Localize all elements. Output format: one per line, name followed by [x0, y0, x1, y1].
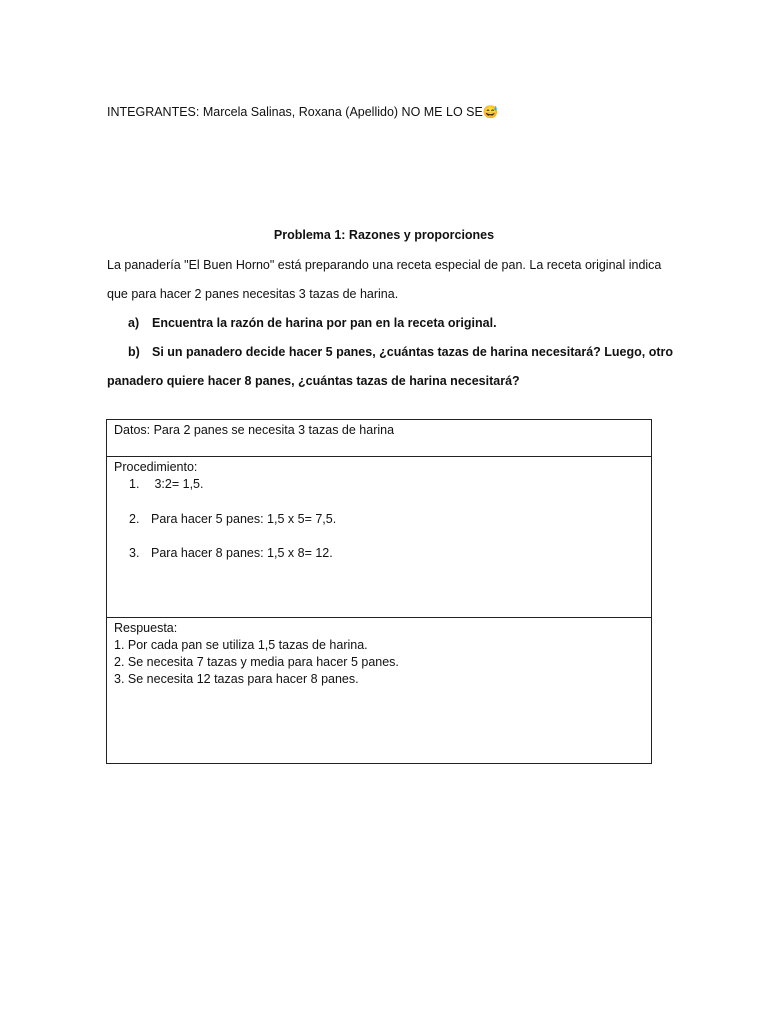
question-b [128, 344, 673, 360]
datos-cell [107, 420, 651, 457]
datos-text: Datos: Para 2 panes se necesita 3 tazas de harina [114, 423, 395, 437]
procedimiento-label: Procedimiento: [114, 460, 198, 474]
question-b-text-line-2: panadero quiere hacer 8 panes, ¿cuántas tazas de harina necesitará? [107, 374, 520, 388]
problem-intro-line-1: La panadería "El Buen Horno" está preparando una receta especial de pan. La receta original indica [107, 258, 662, 272]
procedure-step-number: 2. [129, 512, 140, 526]
question-a-text: Encuentra la razón de harina por pan en la receta original. [152, 316, 497, 330]
problem-intro-line-2: que para hacer 2 panes necesitas 3 tazas de harina. [107, 287, 399, 301]
procedure-step-text: Para hacer 8 panes: 1,5 x 8= 12. [151, 546, 333, 560]
integrantes-line: INTEGRANTES: Marcela Salinas, Roxana (Apellido) NO ME LO SE😅 [107, 105, 499, 119]
procedure-step-text: 3:2= 1,5. [151, 477, 204, 491]
problem-title: Problema 1: Razones y proporciones [273, 228, 495, 242]
respuesta-cell [107, 618, 651, 763]
answer-line: 3. Se necesita 12 tazas para hacer 8 panes. [114, 672, 359, 686]
question-a-letter: a) [128, 316, 140, 330]
answer-line: 2. Se necesita 7 tazas y media para hacer 5 panes. [114, 655, 399, 669]
question-b-letter: b) [128, 345, 140, 359]
procedimiento-cell [107, 457, 651, 618]
procedure-step-number: 3. [129, 546, 140, 560]
procedure-step [129, 476, 203, 493]
procedure-step [129, 545, 333, 562]
respuesta-label: Respuesta: [114, 621, 178, 635]
procedure-step [129, 511, 336, 528]
question-a [128, 315, 497, 331]
procedure-step-text: Para hacer 5 panes: 1,5 x 5= 7,5. [151, 512, 337, 526]
procedure-step-number: 1. [129, 477, 140, 491]
answer-line: 1. Por cada pan se utiliza 1,5 tazas de harina. [114, 638, 368, 652]
solution-table [106, 419, 652, 764]
question-b-text-line-1: Si un panadero decide hacer 5 panes, ¿cuántas tazas de harina necesitará? Luego, otro [152, 345, 673, 359]
